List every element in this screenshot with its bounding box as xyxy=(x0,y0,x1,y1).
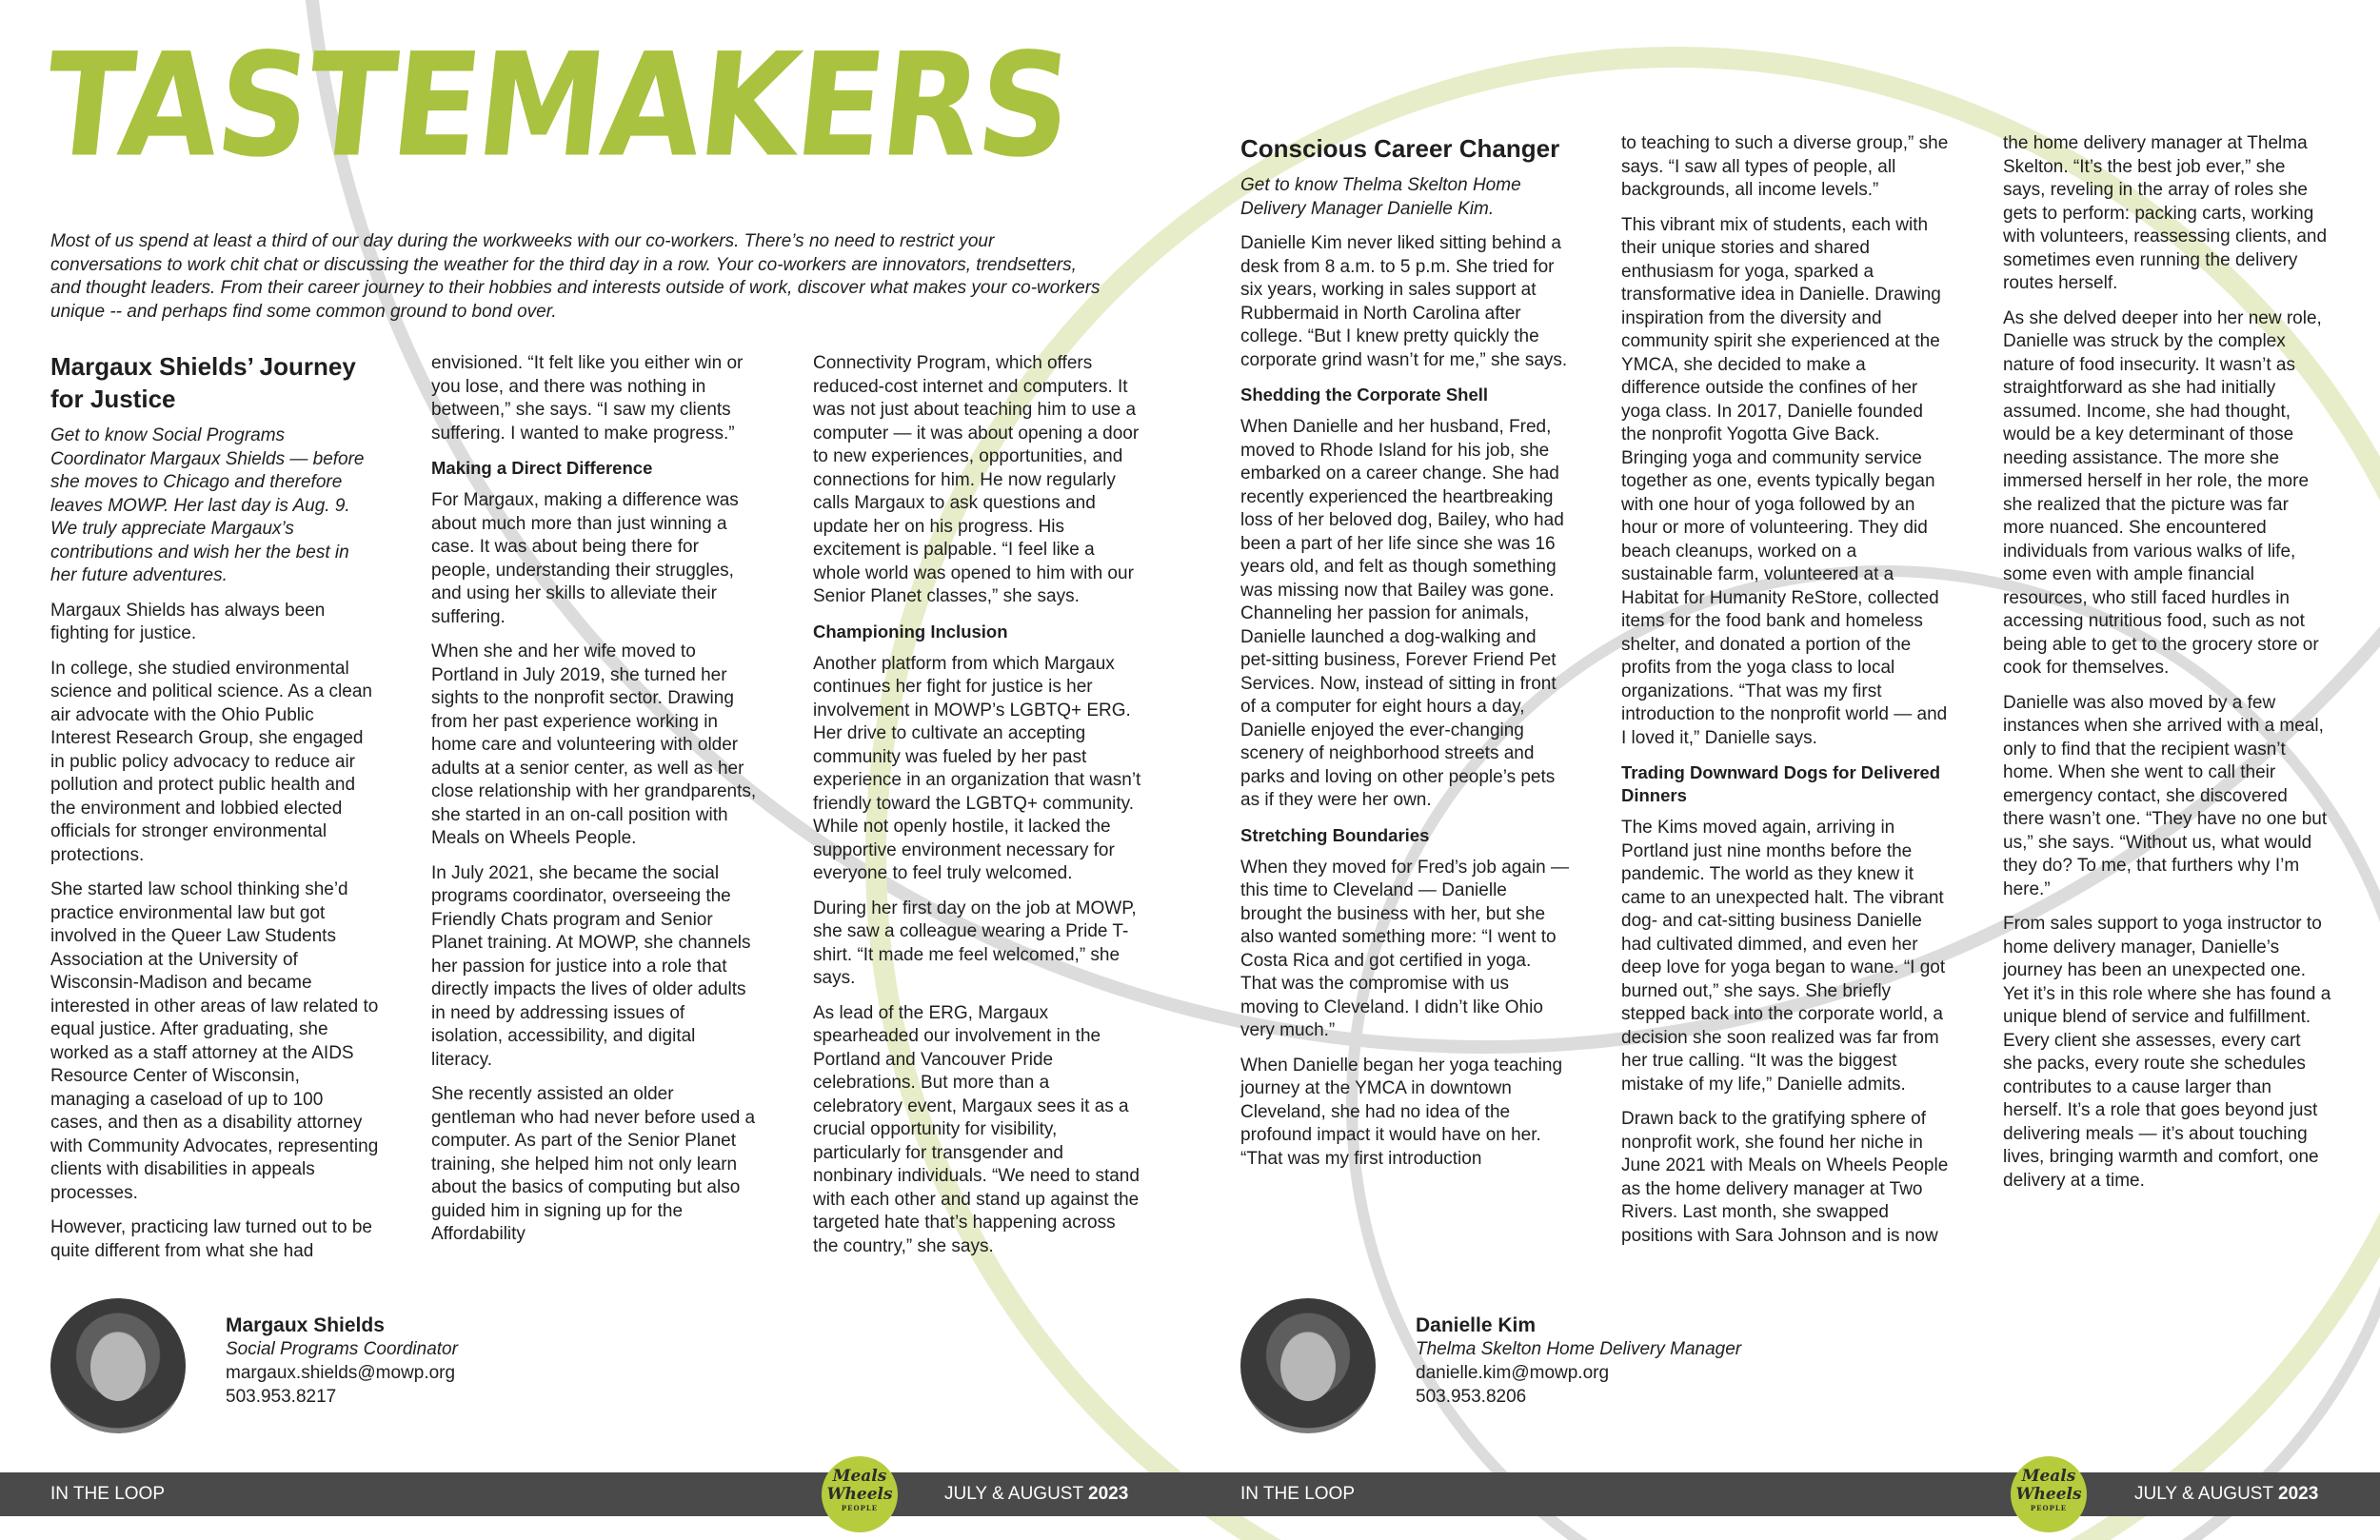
article1-paragraph: However, practicing law turned out to be quite different from what she had xyxy=(50,1217,372,1261)
logo-line: PEOPLE xyxy=(2030,1504,2068,1512)
article2-paragraph: Danielle was also moved by a few instances when she arrived with a meal, only to find that the recipient wasn’t home. When she went to call their emergency contact, she discovered there wasn’t one. “They have no one but us,” she says. “Without us, what would they do? To me, that furthers why I’m here.” xyxy=(2003,692,2328,899)
article2-contact xyxy=(1416,1313,1741,1409)
logo-line: Wheels xyxy=(826,1485,893,1504)
footer-section-left: IN THE LOOP xyxy=(50,1484,166,1504)
article2-paragraph: When Danielle and her husband, Fred, moved to Rhode Island for his job, she embarked on a career change. She had recently experienced the heartbreaking loss of her beloved dog, Bailey, who had been a part of her life since she was 16 years old, and felt as though something was missing now that Bailey was gone. Channeling her passion for animals, Danielle launched a dog-walking and pet-sitting business, Forever Friend Pet Services. Now, instead of sitting in front of a computer for eight hours a day, Danielle enjoyed the ever-changing scenery of neighborhood streets and parks and loving on other people’s pets as if they were her own. xyxy=(1240,417,1564,810)
right-page xyxy=(1190,0,2380,1540)
logo-line: Meals xyxy=(2021,1467,2076,1486)
article1-paragraph: In college, she studied environmental science and political science. As a clean air advocate with the Ohio Public Interest Research Group, she engaged in public policy advocacy to reduce air pollution and protect public health and the environment and lobbied elected officials for stronger environmental protections. xyxy=(50,658,372,865)
article1-column-2 xyxy=(431,352,760,1258)
article2-paragraph: the home delivery manager at Thelma Skelton. “It’s the best job ever,” she says, reveling in the array of roles she gets to perform: packing carts, working with volunteers, reassessing clients, and sometimes even running the delivery routes herself. xyxy=(2003,133,2328,293)
contact-name: Danielle Kim xyxy=(1416,1314,1537,1336)
footer-date-year: 2023 xyxy=(1088,1484,1129,1504)
article1-column-3 xyxy=(813,352,1141,1270)
contact-email[interactable]: margaux.shields@mowp.org xyxy=(226,1363,456,1383)
article2-subhead: Stretching Boundaries xyxy=(1240,824,1430,845)
article1-headline: Margaux Shields’ Journey for Justice xyxy=(50,352,356,413)
article1-paragraph: She started law school thinking she’d practice environmental law but got involved in the Queer Law Students Association at the University of Wisconsin-Madison and became interested in other areas of law related to equal justice. After graduating, she worked as a staff attorney at the AIDS Resource Center of Wisconsin, managing a caseload of up to 100 cases, and then as a disability attorney with Community Advocates, representing clients with disabilities in appeals processes. xyxy=(50,879,379,1203)
logo-line: Wheels xyxy=(2015,1485,2082,1504)
article1-paragraph: As lead of the ERG, Margaux spearheaded our involvement in the Portland and Vancouver Pride celebrations. But more than a celebratory event, Margaux sees it as a crucial opportunity for visibility, particularly for transgender and nonbinary individuals. “We need to stand with each other and stand up against the targeted hate that’s happening across the country,” she says. xyxy=(813,1002,1140,1256)
article2-dek: Get to know Thelma Skelton Home Delivery Manager Danielle Kim. xyxy=(1240,175,1521,219)
meals-on-wheels-logo xyxy=(822,1456,898,1532)
article2-paragraph: When they moved for Fred’s job again — this time to Cleveland — Danielle brought the business with her, but she also wanted something more: “I went to Costa Rica and got certified in yoga. That was the compromise with us moving to Cleveland. I didn’t like Ohio very much.” xyxy=(1240,857,1569,1040)
intro-paragraph: Most of us spend at least a third of our day during the workweeks with our co-workers. There’s no need to restrict your conversations to work chit chat or discussing the weather for the third day in a row. Your co-workers are innovators, trendsetters, and thought leaders. From their career journey to their hobbies and interests outside of work, discover what makes your co-workers unique -- and perhaps find some common ground to bond over. xyxy=(50,231,1101,322)
article1-subhead: Making a Direct Difference xyxy=(431,458,653,478)
logo-line: PEOPLE xyxy=(841,1504,879,1512)
meals-on-wheels-logo xyxy=(2011,1456,2087,1532)
footer-date-prefix: JULY & AUGUST xyxy=(944,1484,1083,1504)
article2-subhead: Shedding the Corporate Shell xyxy=(1240,385,1489,405)
margaux-photo xyxy=(50,1298,186,1433)
article2-paragraph: As she delved deeper into her new role, Danielle was struck by the complex nature of food insecurity. It wasn’t as straightforward as she had initially assumed. Income, she had thought, would be a key determinant of those needing assistance. The more she immersed herself in her role, the more she realized that the picture was far more nuanced. She encountered individuals from various walks of life, some even with ample financial resources, who still faced hurdles in accessing nutritious food, such as not being able to get to the grocery store or cook for themselves. xyxy=(2003,307,2322,678)
article1-paragraph: For Margaux, making a difference was about much more than just winning a case. It was about being there for people, understanding their struggles, and using her skills to alleviate their suffering. xyxy=(431,490,739,627)
article1-paragraph: During her first day on the job at MOWP, she saw a colleague wearing a Pride T-shirt. “It made me feel welcomed,” she says. xyxy=(813,898,1137,988)
contact-email[interactable]: danielle.kim@mowp.org xyxy=(1416,1363,1610,1383)
footer-section-right: IN THE LOOP xyxy=(1240,1484,1356,1504)
contact-role: Social Programs Coordinator xyxy=(226,1339,458,1359)
article1-column-1 xyxy=(50,350,379,1274)
article1-subhead: Championing Inclusion xyxy=(813,621,1008,642)
article2-paragraph: This vibrant mix of students, each with their unique stories and shared enthusiasm for yoga, sparked a transformative idea in Danielle. Drawing inspiration from the diversity and community spirit she experienced at the YMCA, she decided to make a difference outside the confines of her yoga class. In 2017, Danielle founded the nonprofit Yogotta Give Back. Bringing yoga and community service together as one, events typically began with one hour of yoga followed by an hour or more of volunteering. They did beach cleanups, worked on a sustainable farm, volunteered at a Habitat for Humanity ReStore, collected items for the food bank and homeless shelter, and donated a portion of the profits from the yoga class to local organizations. “That was my first introduction to the nonprofit world — and I loved it,” Danielle says. xyxy=(1621,214,1948,748)
article2-paragraph: to teaching to such a diverse group,” she says. “I saw all types of people, all backgrounds, all income levels.” xyxy=(1621,133,1949,200)
article1-paragraph: When she and her wife moved to Portland in July 2019, she turned her sights to the nonprofit sector. Drawing from her past experience working in home care and volunteering with older adults at a senior center, as well as her close relationship with her grandparents, she started in an on-call position with Meals on Wheels People. xyxy=(431,642,757,848)
logo-line: Meals xyxy=(832,1467,887,1486)
article2-column-1 xyxy=(1240,132,1569,1182)
article1-paragraph: She recently assisted an older gentleman who had never before used a computer. As part of the Senior Planet training, she helped him not only learn about the basics of computing but also guided him in signing up for the Affordability xyxy=(431,1084,756,1244)
page-title: TASTEMAKERS xyxy=(36,22,1078,189)
article2-paragraph: Danielle Kim never liked sitting behind a desk from 8 a.m. to 5 p.m. She tried for six years, working in sales support at Rubbermaid in North Carolina after college. “But I knew pretty quickly the corporate grind wasn’t for me,” she says. xyxy=(1240,233,1568,370)
footer-date-prefix: JULY & AUGUST xyxy=(2134,1484,2273,1504)
article2-column-2 xyxy=(1621,132,1950,1259)
footer-date-right xyxy=(2134,1482,2318,1507)
footer-date-left xyxy=(944,1482,1128,1507)
article2-paragraph: The Kims moved again, arriving in Portland just nine months before the pandemic. The world as they knew it came to an unexpected halt. The vibrant dog- and cat-sitting business Danielle had cultivated dimmed, and even her deep love for yoga began to wane. “I got burned out,” she says. She briefly stepped back into the corporate world, a decision she soon realized was far from her true calling. “It was the biggest mistake of my life,” Danielle admits. xyxy=(1621,818,1946,1095)
contact-phone: 503.953.8206 xyxy=(1416,1387,1527,1407)
article1-paragraph: Another platform from which Margaux continues her fight for justice is her involvement in MOWP’s LGBTQ+ ERG. Her drive to cultivate an accepting community was fueled by her past experience in an organization that wasn’t friendly toward the LGBTQ+ community. While not openly hostile, it lacked the supportive environment necessary for everyone to feel truly welcomed. xyxy=(813,653,1141,883)
danielle-photo xyxy=(1240,1298,1376,1433)
article1-dek: Get to know Social Programs Coordinator Margaux Shields — before she moves to Chicago and therefore leaves MOWP. Her last day is Aug. 9. We truly appreciate Margaux’s contributions and wish her the best in her future adventures. xyxy=(50,425,365,585)
article2-headline: Conscious Career Changer xyxy=(1240,134,1560,163)
contact-phone: 503.953.8217 xyxy=(226,1387,337,1407)
article2-paragraph: Drawn back to the gratifying sphere of nonprofit work, she found her niche in June 2021 with Meals on Wheels People as the home delivery manager at Two Rivers. Last month, she swapped positions with Sara Johnson and is now xyxy=(1621,1109,1949,1246)
contact-name: Margaux Shields xyxy=(226,1314,385,1336)
article2-paragraph: When Danielle began her yoga teaching journey at the YMCA in downtown Cleveland, she had no idea of the profound impact it would have on her. “That was my first introduction xyxy=(1240,1055,1563,1169)
article2-column-3 xyxy=(2003,132,2331,1204)
article2-paragraph: From sales support to yoga instructor to home delivery manager, Danielle’s journey has been an unexpected one. Yet it’s in this role where she has found a unique blend of service and fulfillment. Every client she assesses, every cart she packs, every route she schedules contributes to a cause larger than herself. It’s a role that goes beyond just delivering meals — it’s about touching lives, bringing warmth and comfort, one delivery at a time. xyxy=(2003,914,2331,1191)
article1-paragraph: In July 2021, she became the social programs coordinator, overseeing the Friendly Chats program and Senior Planet training. At MOWP, she channels her passion for justice into a role that directly impacts the lives of older adults in need by addressing issues of isolation, accessibility, and digital literacy. xyxy=(431,862,751,1070)
article2-subhead: Trading Downward Dogs for Delivered Dinners xyxy=(1621,762,1941,805)
article1-paragraph: envisioned. “It felt like you either win or you lose, and there was nothing in between,” she says. “I saw my clients suffering. I wanted to make progress.” xyxy=(431,353,744,444)
article1-contact xyxy=(226,1313,458,1409)
contact-role: Thelma Skelton Home Delivery Manager xyxy=(1416,1339,1742,1359)
article1-paragraph: Connectivity Program, which offers reduced-cost internet and computers. It was not just about teaching him to use a computer — it was about opening a door to new experiences, opportunities, and connections for him. He now regularly calls Margaux to ask questions and update her on his progress. His excitement is palpable. “I feel like a whole world was opened to him with our Senior Planet classes,” she says. xyxy=(813,353,1140,606)
article1-paragraph: Margaux Shields has always been fighting for justice. xyxy=(50,600,326,643)
footer-date-year: 2023 xyxy=(2278,1484,2319,1504)
